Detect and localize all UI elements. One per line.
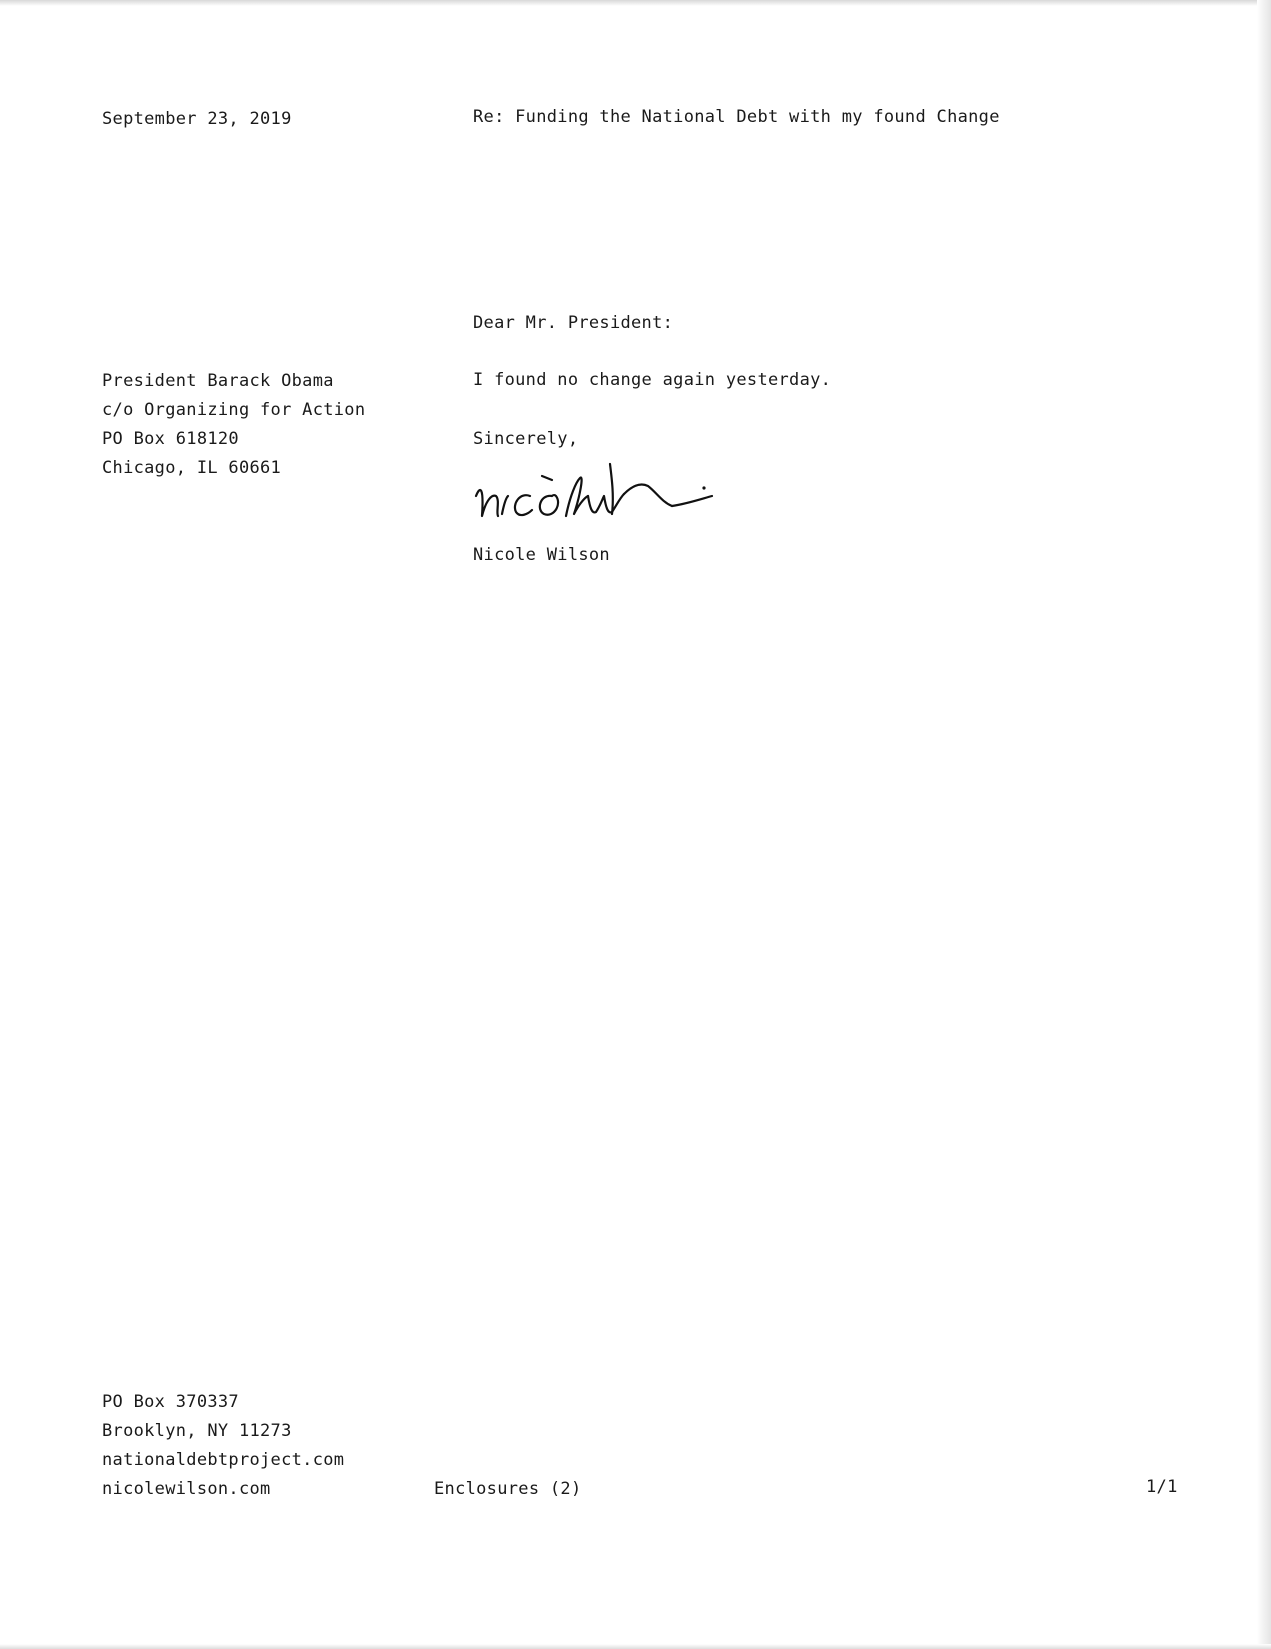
sender-website: nicolewilson.com (102, 1479, 271, 1499)
page-number: 1/1 (1146, 1477, 1178, 1497)
recipient-line: c/o Organizing for Action (102, 400, 366, 420)
page-edge-bottom (0, 1644, 1271, 1649)
signer-name: Nicole Wilson (473, 545, 610, 565)
letter-subject: Re: Funding the National Debt with my found Change (473, 107, 1000, 127)
sender-line: PO Box 370337 (102, 1392, 239, 1412)
sender-line: Brooklyn, NY 11273 (102, 1421, 292, 1441)
recipient-line: PO Box 618120 (102, 429, 239, 449)
enclosures-note: Enclosures (2) (434, 1479, 582, 1499)
page-edge-right (1257, 0, 1271, 1649)
salutation: Dear Mr. President: (473, 313, 674, 333)
recipient-line: President Barack Obama (102, 371, 334, 391)
recipient-line: Chicago, IL 60661 (102, 458, 282, 478)
handwritten-signature (472, 456, 742, 532)
closing: Sincerely, (473, 429, 579, 449)
page-edge-top (0, 0, 1271, 6)
sender-website: nationaldebtproject.com (102, 1450, 345, 1470)
letter-date: September 23, 2019 (102, 109, 292, 129)
letter-body: I found no change again yesterday. (473, 370, 832, 390)
